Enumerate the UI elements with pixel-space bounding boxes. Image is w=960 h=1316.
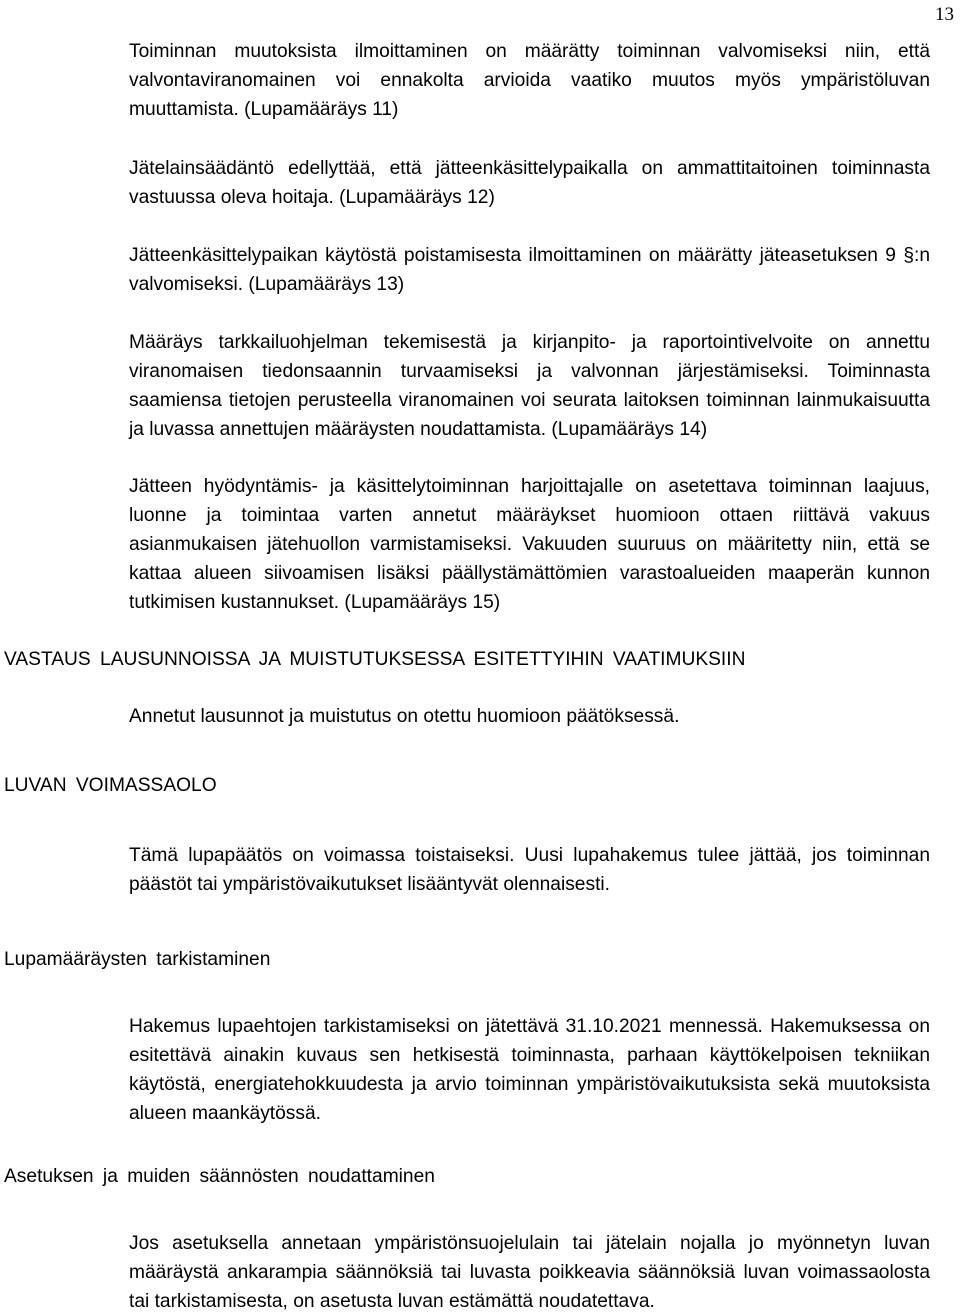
paragraph-change-notification: Toiminnan muutoksista ilmoittaminen on määrätty toiminnan valvomiseksi niin, että valvontaviranomainen voi ennakolta arvioida vaatiko muutos myös ympäristöluvan muuttamista. (Lupamääräys 11) xyxy=(129,41,930,120)
heading-permit-review: Lupamääräysten tarkistaminen xyxy=(4,949,271,970)
paragraph-permit-validity: Tämä lupapäätös on voimassa toistaiseksi. Uusi lupahakemus tulee jättää, jos toiminnan päästöt tai ympäristövaikutukset lisääntyvät olennaisesti. xyxy=(129,845,930,895)
heading-regulations-compliance: Asetuksen ja muiden säännösten noudattaminen xyxy=(4,1166,435,1187)
paragraph-decommissioning: Jätteenkäsittelypaikan käytöstä poistamisesta ilmoittaminen on määrätty jäteasetuksen 9 §:n valvomiseksi. (Lupamääräys 13) xyxy=(129,245,930,295)
paragraph-waste-legislation: Jätelainsäädäntö edellyttää, että jätteenkäsittelypaikalla on ammattitaitoinen toiminnasta vastuussa oleva hoitaja. (Lupamääräys 12) xyxy=(129,158,930,208)
paragraph-permit-review: Hakemus lupaehtojen tarkistamiseksi on jätettävä 31.10.2021 mennessä. Hakemuksessa on esitettävä ainakin kuvaus sen hetkisestä toiminnasta, parhaan käyttökelpoisen tekniikan käytöstä, energiatehokkuudesta ja arvio toiminnan ympäristövaikutuksista sekä muutoksista alueen maankäytössä. xyxy=(129,1016,930,1124)
paragraph-statements-considered: Annetut lausunnot ja muistutus on otettu huomioon päätöksessä. xyxy=(129,706,680,727)
page-number: 13 xyxy=(935,4,954,25)
paragraph-regulations-compliance: Jos asetuksella annetaan ympäristönsuojelulain tai jätelain nojalla jo myönnetyn luvan määräystä ankarampia säännöksiä tai luvasta poikkeavia säännöksiä luvan voimassaolosta tai tarkistamisesta, on asetusta luvan estämättä noudatettava. xyxy=(129,1233,930,1312)
heading-permit-validity: LUVAN VOIMASSAOLO xyxy=(4,775,217,796)
paragraph-security-deposit: Jätteen hyödyntämis- ja käsittelytoiminnan harjoittajalle on asetettava toiminnan laajuus, luonne ja toimintaa varten annetut määräykset huomioon ottaen riittävä vakuus asianmukaisen jätehuollon varmistamiseksi. Vakuuden suuruus on määritetty niin, että se kattaa alueen siivoamisen lisäksi päällystämättömien varastoalueiden maaperän kunnon tutkimisen kustannukset. (Lupamääräys 15) xyxy=(129,476,930,613)
paragraph-monitoring-program: Määräys tarkkailuohjelman tekemisestä ja kirjanpito- ja raportointivelvoite on annettu viranomaisen tiedonsaannin turvaamiseksi ja valvonnan järjestämiseksi. Toiminnasta saamiensa tietojen perusteella viranomainen voi seurata laitoksen toiminnan lainmukaisuutta ja luvassa annettujen määräysten noudattamista. (Lupamääräys 14) xyxy=(129,332,930,440)
heading-response-to-statements: VASTAUS LAUSUNNOISSA JA MUISTUTUKSESSA ESITETTYIHIN VAATIMUKSIIN xyxy=(4,649,746,670)
